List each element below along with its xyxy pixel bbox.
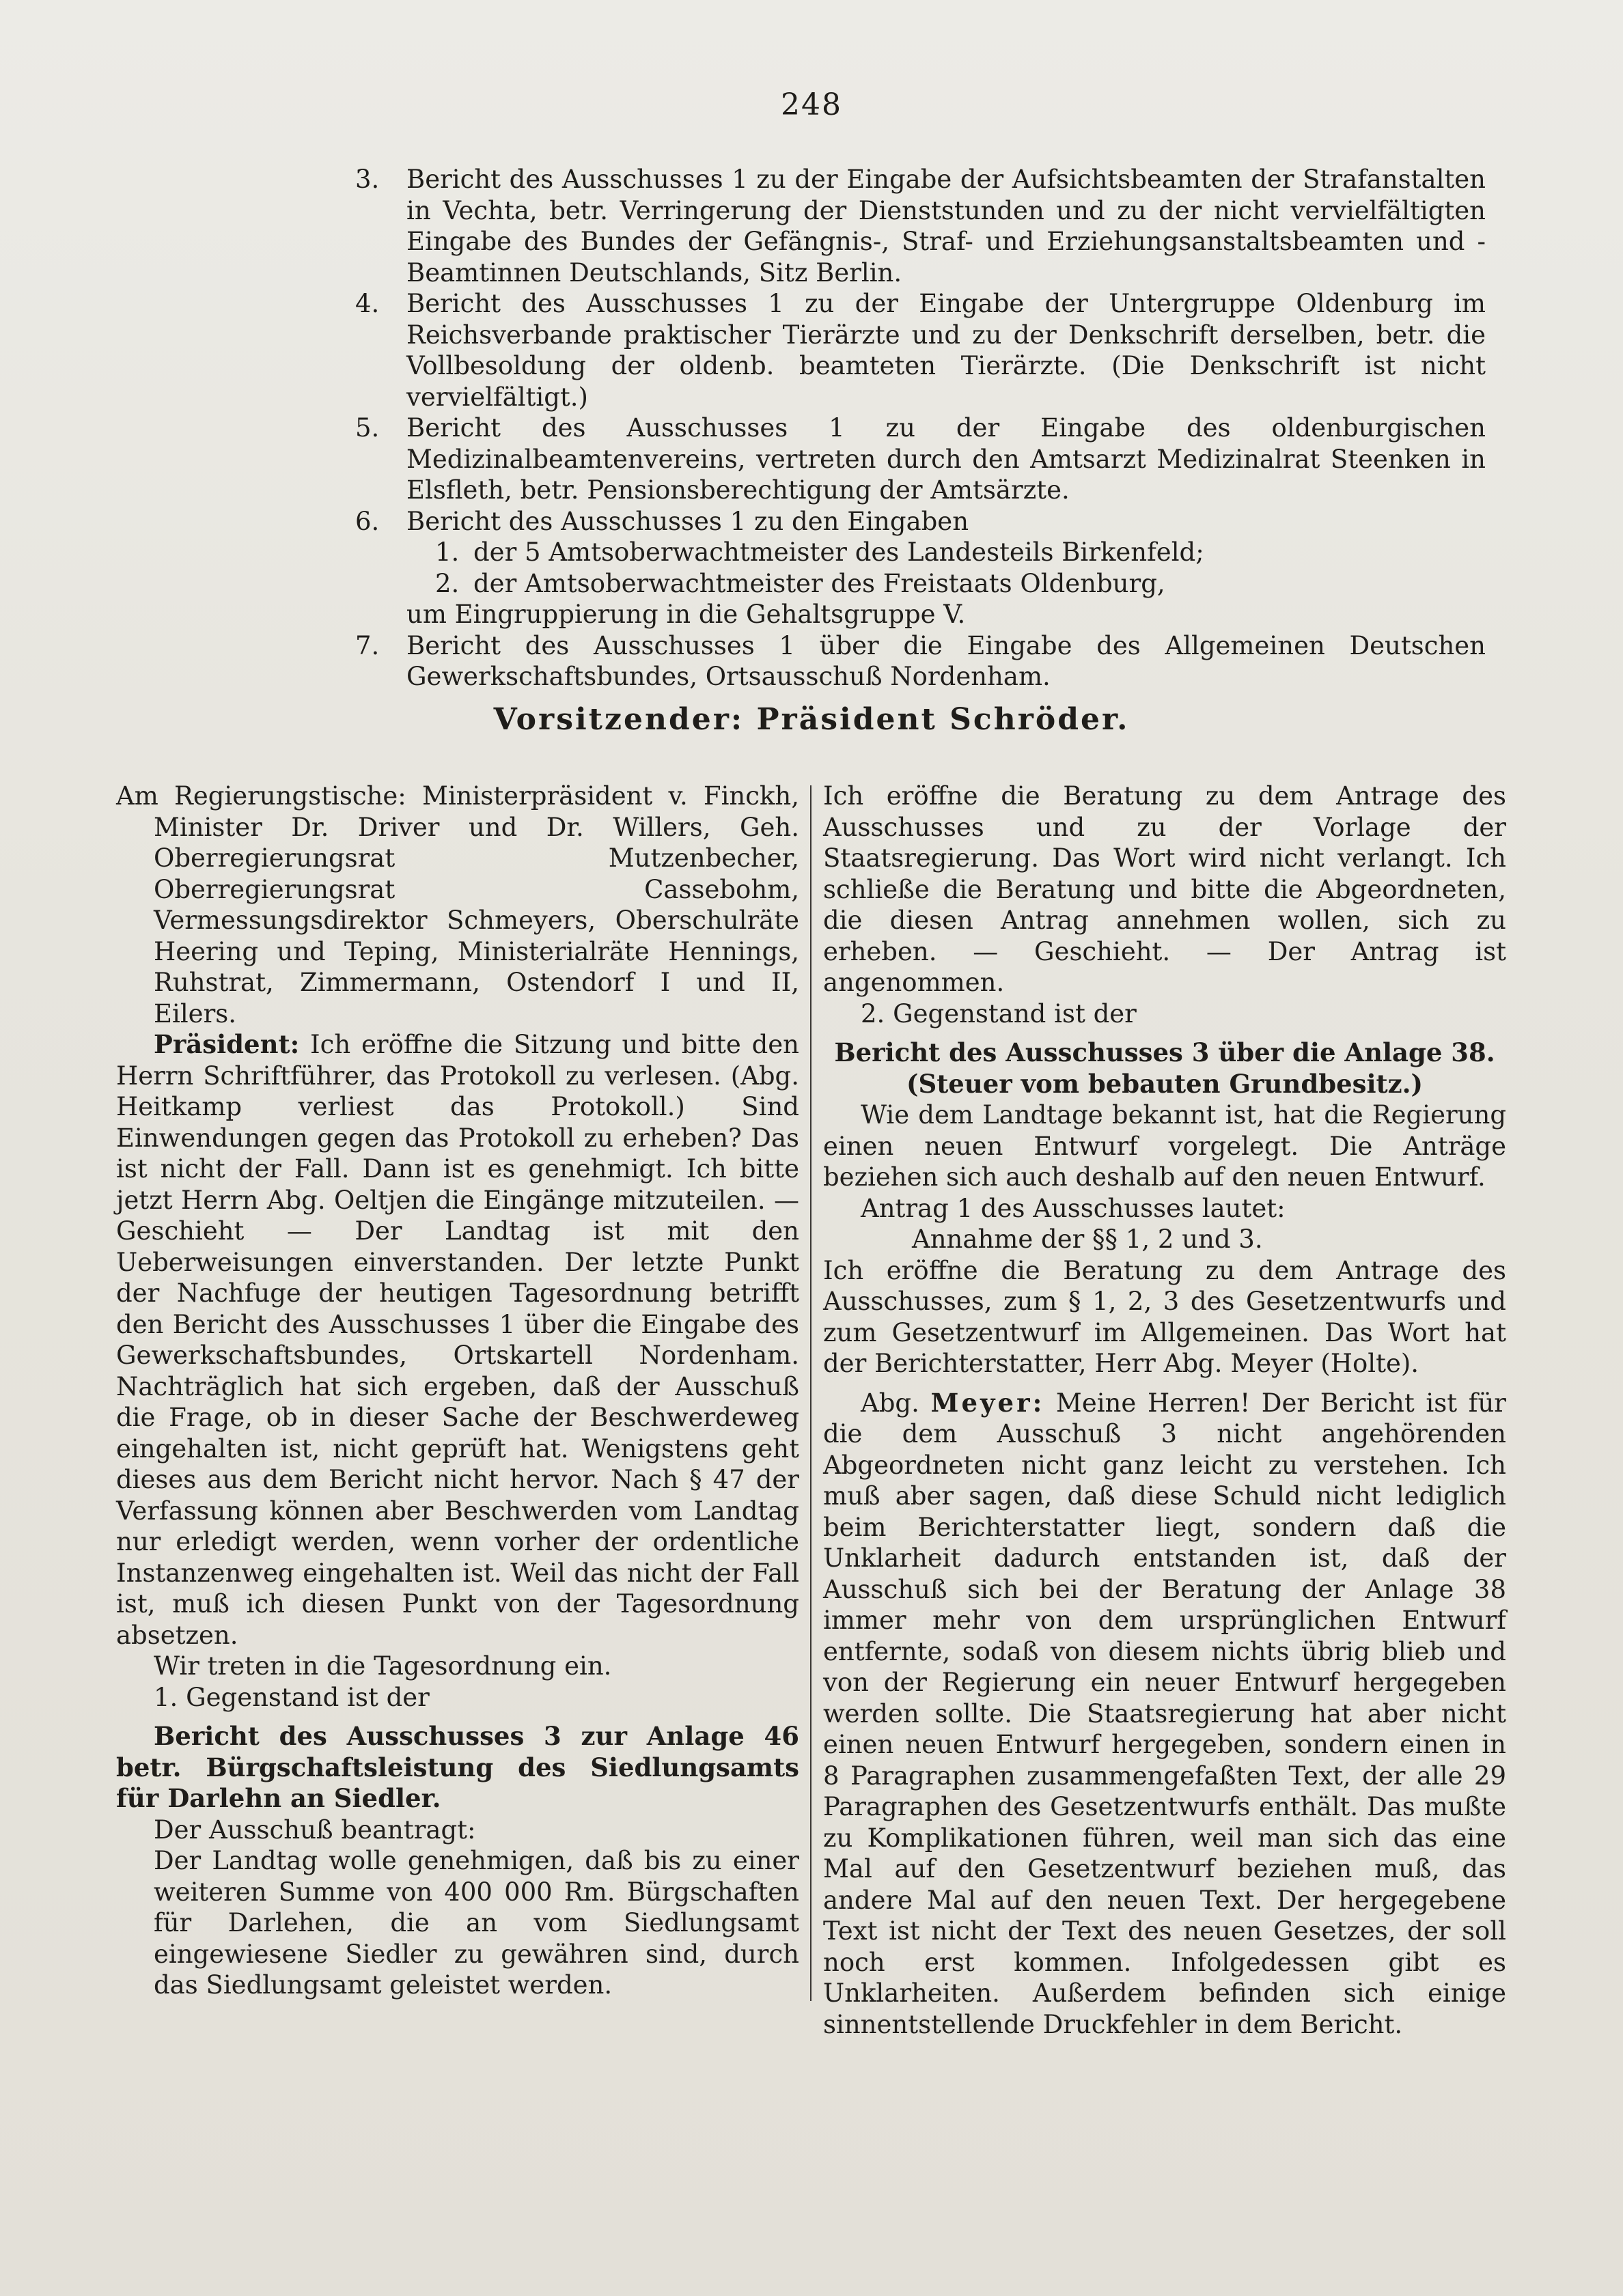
paragraph: Ich eröffne die Beratung zu dem Antrage des Ausschusses, zum § 1, 2, 3 des Gesetzentwurfs und zum Gesetzentwurf im Allgemeinen. Das Wort hat der Berichterstatter, Herr Abg. Meyer (Holte). bbox=[823, 1255, 1506, 1378]
speech-text: Ich eröffne die Sitzung und bitte den Herrn Schriftführer, das Protokoll zu verlesen. (Abg. Heitkamp verliest das Protokoll.) Sind Einwendungen gegen das Protokoll zu erheben? Das ist nicht der Fall. Dann ist es genehmigt. Ich bitte jetzt Herrn Abg. Oeltjen die Eingänge mitzuteilen. — Geschieht — Der Landtag ist mit den Ueberweisungen einverstanden. Der letzte Punkt der Nachfuge der heutigen Tagesordnung betrifft den Bericht des Ausschusses 1 über die Eingabe des Gewerkschaftsbundes, Ortskartell Nordenham. Nachträglich hat sich ergeben, daß der Ausschuß die Frage, ob in dieser Sache der Beschwerdeweg eingehalten ist, nicht geprüft hat. Wenigstens geht dieses aus dem Bericht nicht hervor. Nach § 47 der Verfassung können aber Beschwerden vom Landtag nur erledigt werden, wenn vorher der ordentliche Instanzenweg eingehalten ist. Weil das nicht der Fall ist, muß ich diesen Punkt von der Tagesordnung absetzen. bbox=[116, 1030, 799, 1650]
agenda-text: Bericht des Ausschusses 1 zu der Eingabe des oldenburgischen Medizinalbeamtenvereins, vertreten durch den Amtsarzt Medizinalrat Steenken in Elsfleth, betr. Pensionsberechtigung der Amtsärzte. bbox=[406, 413, 1486, 505]
paragraph: 1. Gegenstand ist der bbox=[154, 1682, 430, 1712]
agenda-number: 3. bbox=[355, 165, 380, 194]
agenda-text: Bericht des Ausschusses 1 zu den Eingaben bbox=[406, 506, 969, 536]
paragraph bbox=[823, 1388, 1506, 2041]
agenda-tail: um Eingruppierung in die Gehaltsgruppe V. bbox=[406, 600, 966, 629]
paragraph: Annahme der §§ 1, 2 und 3. bbox=[912, 1224, 1263, 1254]
agenda-number: 6. bbox=[355, 506, 380, 536]
subitem-text: der Amtsoberwachtmeister des Freistaats Oldenburg, bbox=[473, 568, 1165, 598]
agenda-number: 7. bbox=[355, 630, 380, 660]
agenda-text: Bericht des Ausschusses 1 über die Eingabe des Allgemeinen Deutschen Gewerkschaftsbundes, Ortsausschuß Nordenham. bbox=[406, 630, 1486, 691]
speaker-name: Meyer: bbox=[930, 1387, 1045, 1418]
paragraph: Wir treten in die Tagesordnung ein. bbox=[154, 1651, 612, 1681]
agenda-item bbox=[355, 630, 1486, 692]
agenda-item bbox=[355, 288, 1486, 412]
chair-heading: Vorsitzender: Präsident Schröder. bbox=[493, 702, 1130, 737]
subitem-number: 1. bbox=[435, 537, 460, 567]
paragraph bbox=[116, 1029, 799, 1651]
agenda-subitem bbox=[406, 537, 1486, 568]
paragraph: Ich eröffne die Beratung zu dem Antrage des Ausschusses und zu der Vorlage der Staatsregierung. Das Wort wird nicht verlangt. Ich schließe die Beratung und bitte die Abgeordneten, die diesen Antrag annehmen wollen, sich zu erheben. — Geschieht. — Der Antrag ist angenommen. bbox=[823, 781, 1506, 997]
right-column bbox=[823, 781, 1506, 2040]
motion-text: Der Landtag wolle genehmigen, daß bis zu einer weiteren Summe von 400 000 Rm. Bürgschaften für Darlehen, die an vom Siedlungsamt eingewiesene Siedler zu gewähren sind, durch das Siedlungsamt geleistet werden. bbox=[154, 1846, 799, 2000]
paragraph: 2. Gegenstand ist der bbox=[861, 998, 1137, 1028]
agenda-subitem bbox=[406, 568, 1486, 600]
paragraph: Der Ausschuß beantragt: bbox=[154, 1815, 476, 1845]
speaker-name: Präsident: bbox=[154, 1029, 300, 1059]
column-divider bbox=[810, 785, 812, 2001]
paragraph: Wie dem Landtage bekannt ist, hat die Regierung einen neuen Entwurf vorgelegt. Die Anträge beziehen sich auch deshalb auf den neuen Entwurf. bbox=[823, 1100, 1506, 1192]
agenda-item bbox=[355, 506, 1486, 630]
subitem-text: der 5 Amtsoberwachtmeister des Landesteils Birkenfeld; bbox=[473, 537, 1204, 567]
paragraph: Antrag 1 des Ausschusses lautet: bbox=[861, 1193, 1286, 1223]
agenda-text: Bericht des Ausschusses 1 zu der Eingabe der Aufsichtsbeamten der Strafanstalten in Vechta, betr. Verringerung der Dienststunden und zu der nicht vervielfältigten Eingabe des Bundes der Gefängnis-, Straf- und Erziehungsanstaltsbeamten und -Beamtinnen Deutschlands, Sitz Berlin. bbox=[406, 165, 1486, 288]
speaker-prefix: Abg. bbox=[861, 1388, 931, 1418]
report-heading: Bericht des Ausschusses 3 zur Anlage 46 betr. Bürgschaftsleistung des Siedlungsamts für Darlehn an Siedler. bbox=[116, 1721, 799, 1813]
agenda-list bbox=[355, 164, 1486, 692]
report-heading: Bericht des Ausschusses 3 über die Anlage 38. (Steuer vom bebauten Grundbesitz.) bbox=[834, 1037, 1495, 1099]
agenda-number: 4. bbox=[355, 289, 380, 318]
left-column bbox=[116, 781, 799, 2001]
government-attendees: Am Regierungstische: Ministerpräsident v. Finckh, Minister Dr. Driver und Dr. Willers, Geh. Oberregierungsrat Mutzenbecher, Oberregierungsrat Cassebohm, Vermessungsdirektor Schmeyers, Oberschulräte Heering und Teping, Ministerialräte Hennings, Ruhstrat, Zimmermann, Ostendorf I und II, Eilers. bbox=[116, 781, 799, 1028]
page-number: 248 bbox=[781, 87, 842, 122]
speech-text: Meine Herren! Der Bericht ist für die dem Ausschuß 3 nicht angehörenden Abgeordneten nicht ganz leicht zu verstehen. Ich muß aber sagen, daß diese Schuld nicht lediglich beim Berichterstatter liegt, sondern daß die Unklarheit dadurch entstanden ist, daß der Ausschuß sich bei der Beratung der Anlage 38 immer mehr von dem ursprünglichen Entwurf entfernte, sodaß von diesem nichts übrig blieb und von der Regierung ein neuer Entwurf hergegeben werden sollte. Die Staatsregierung hat aber nicht einen neuen Entwurf hergegeben, sondern einen in 8 Paragraphen zusammengefaßten Text, der alle 29 Paragraphen des Gesetzentwurfs enthält. Das mußte zu Komplikationen führen, weil man sich das eine Mal auf den Gesetzentwurf beziehen muß, das andere Mal auf den neuen Text. Der hergegebene Text ist nicht der Text des neuen Gesetzes, der soll noch erst kommen. Infolgedessen gibt es Unklarheiten. Außerdem befinden sich einige sinnentstellende Druckfehler in dem Bericht. bbox=[823, 1388, 1506, 2039]
agenda-number: 5. bbox=[355, 413, 380, 443]
agenda-text: Bericht des Ausschusses 1 zu der Eingabe der Untergruppe Oldenburg im Reichsverbande praktischer Tierärzte und zu der Denkschrift derselben, betr. die Vollbesoldung der oldenb. beamteten Tierärzte. (Die Denkschrift ist nicht vervielfältigt.) bbox=[406, 289, 1486, 412]
agenda-item bbox=[355, 164, 1486, 288]
subitem-number: 2. bbox=[435, 568, 460, 598]
agenda-item bbox=[355, 412, 1486, 506]
